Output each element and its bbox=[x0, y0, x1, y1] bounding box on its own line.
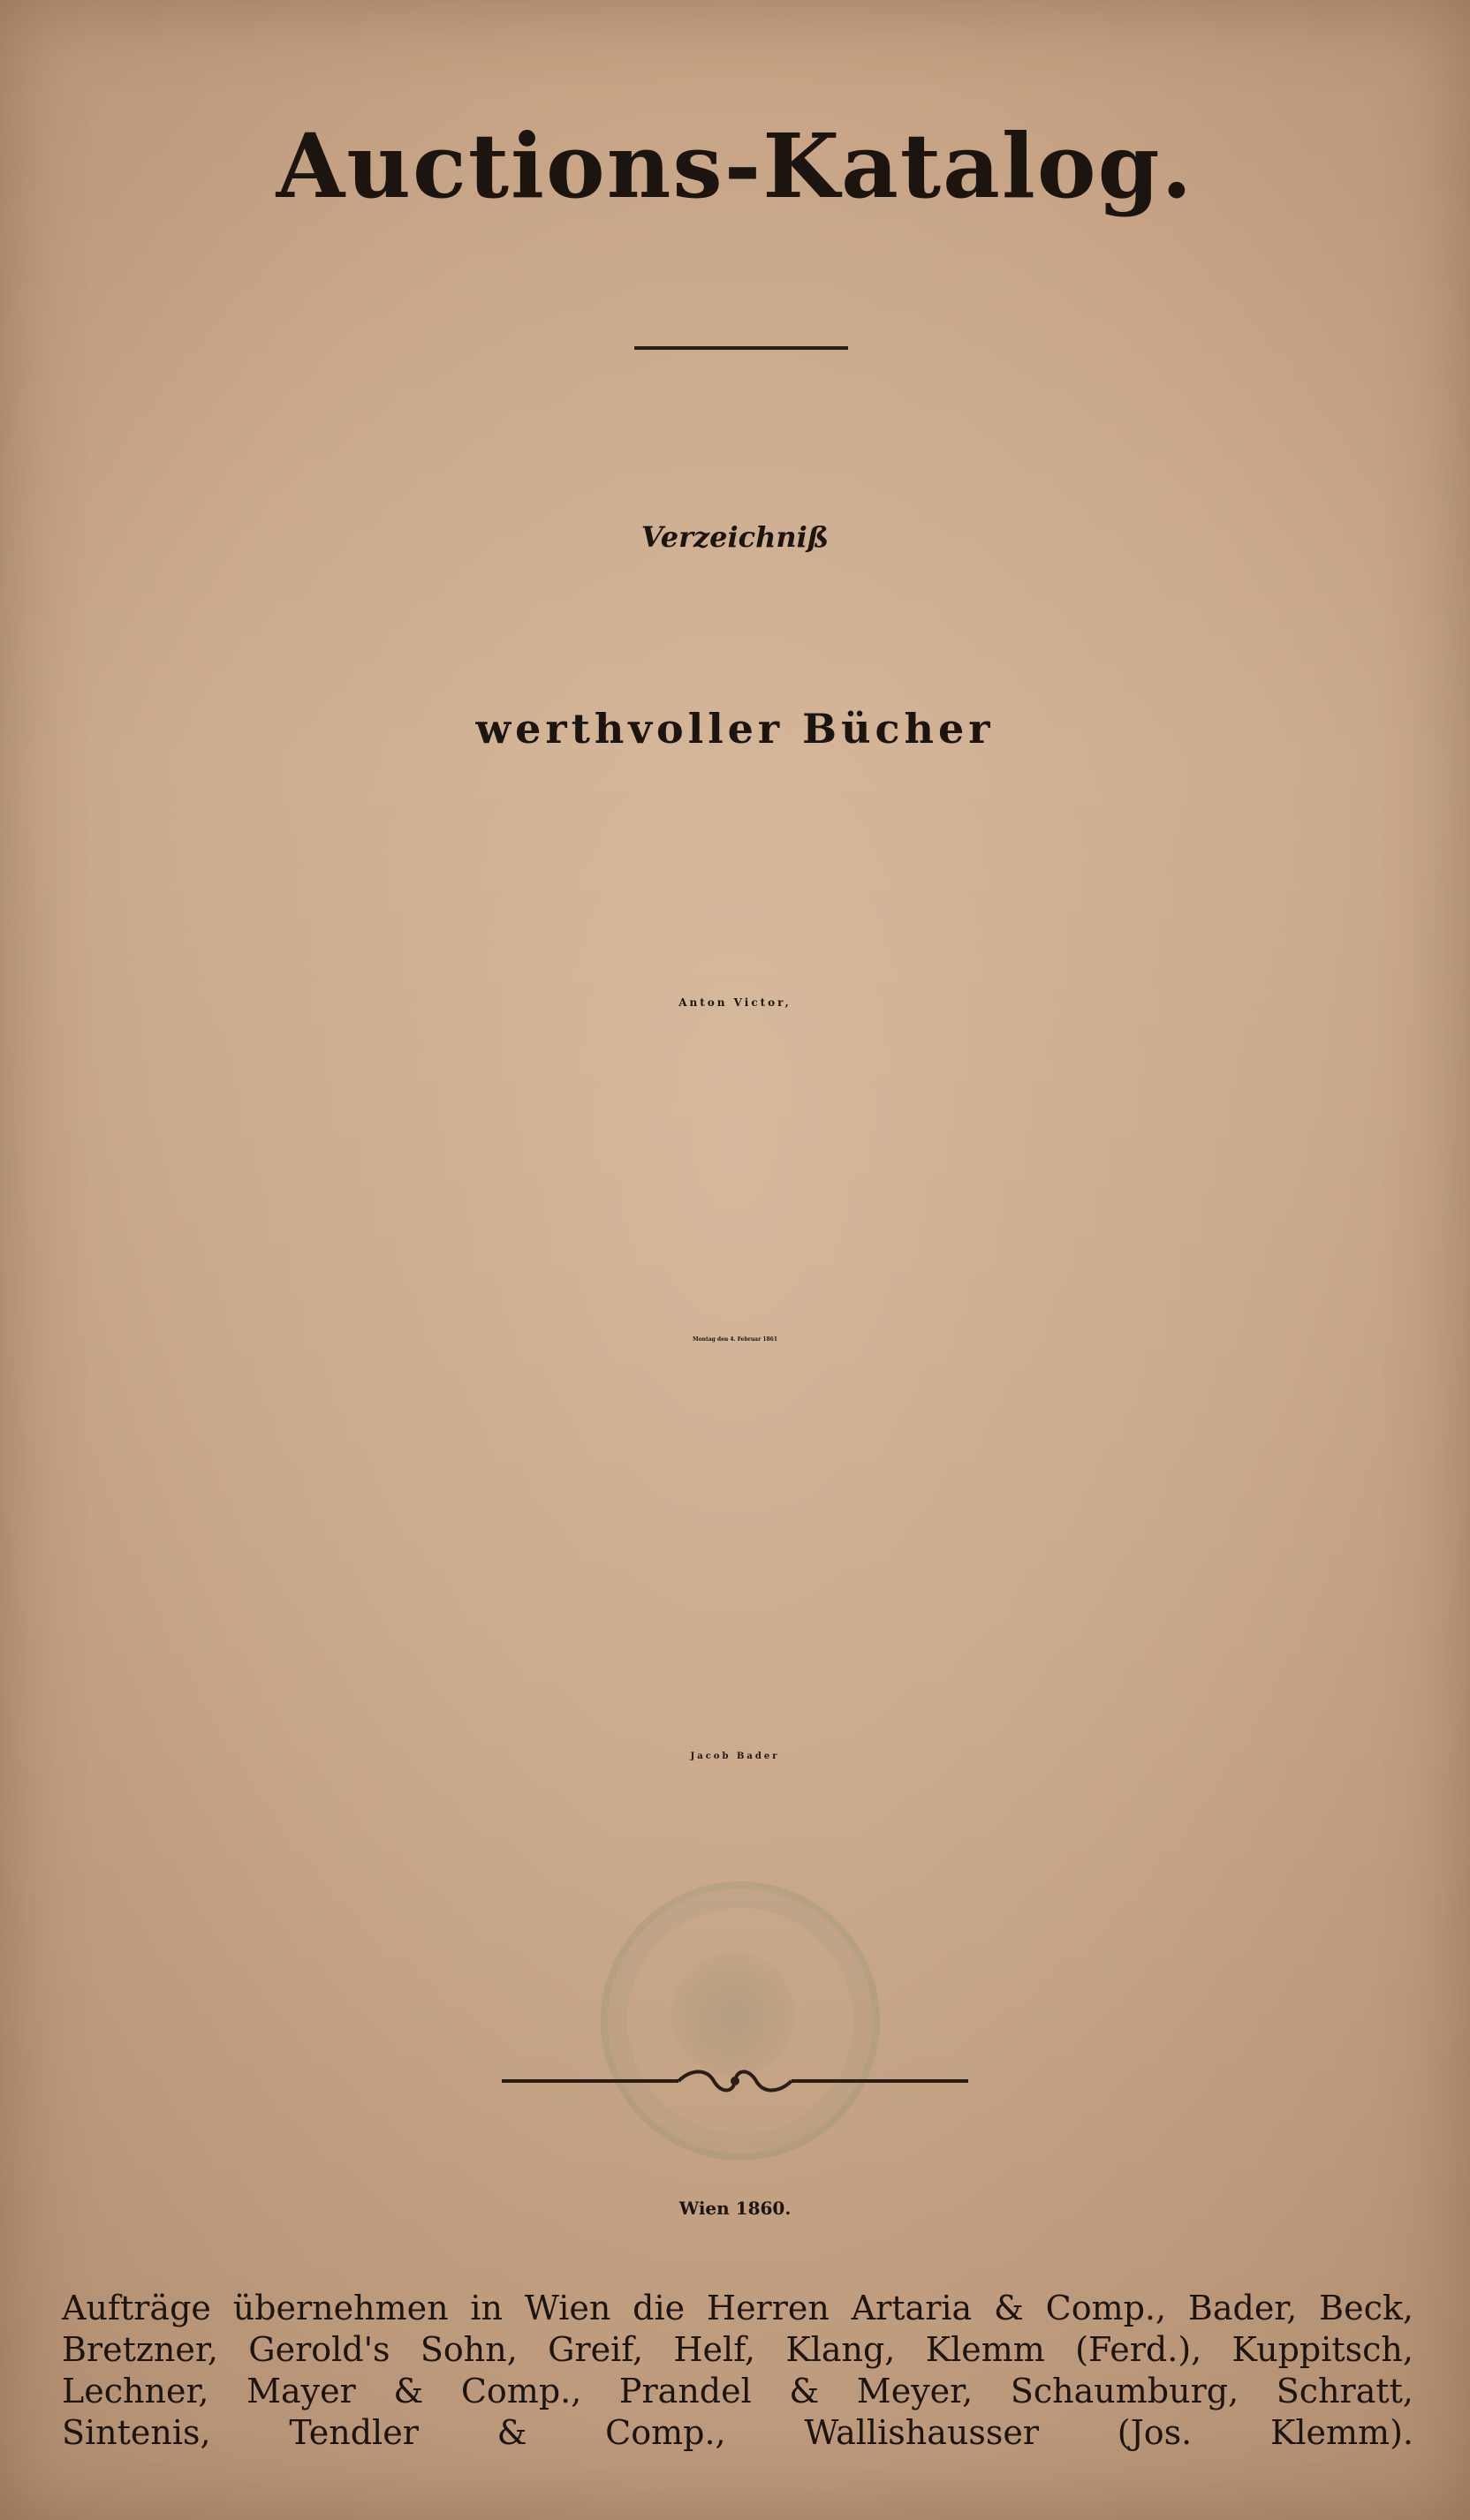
agents-line: Lechner, Mayer & Comp., Prandel & Meyer, Schaumburg, Schratt, bbox=[62, 2372, 1413, 2410]
subtitle-verzeichniss: Verzeichniß bbox=[640, 520, 830, 554]
auction-address bbox=[0, 1493, 1470, 1533]
library-stamp-emblem bbox=[671, 1952, 795, 2076]
auction-date: Montag den 4. Februar 1861 bbox=[692, 1336, 778, 1343]
agents-line: Bretzner, Gerold's Sohn, Greif, Helf, Klang, Klemm (Ferd.), Kuppitsch, bbox=[62, 2330, 1413, 2369]
owner-name: Anton Victor, bbox=[678, 996, 792, 1009]
ornamental-divider bbox=[502, 2063, 968, 2099]
title-divider bbox=[634, 346, 848, 350]
appraiser-line bbox=[0, 1601, 1470, 1650]
agents-paragraph bbox=[62, 2288, 1413, 2454]
library-line bbox=[0, 839, 1470, 892]
agents-line: Sintenis, Tendler & Comp., Wallishausser (Jos. Klemm). bbox=[62, 2413, 1413, 2452]
catalog-title: Auctions-Katalog. bbox=[276, 114, 1194, 218]
owner-title bbox=[0, 1086, 1470, 1124]
agents-line: Aufträge übernehmen in Wien die Herren Artaria & Comp., Bader, Beck, bbox=[62, 2289, 1413, 2327]
place-year: Wien 1860. bbox=[678, 2198, 792, 2219]
appraiser-name: Jacob Bader bbox=[690, 1752, 780, 1761]
welche-line bbox=[0, 1210, 1470, 1263]
subtitle-books: werthvoller Bücher bbox=[475, 705, 995, 753]
auction-days bbox=[0, 1411, 1470, 1464]
payment-line bbox=[0, 1839, 1470, 1892]
